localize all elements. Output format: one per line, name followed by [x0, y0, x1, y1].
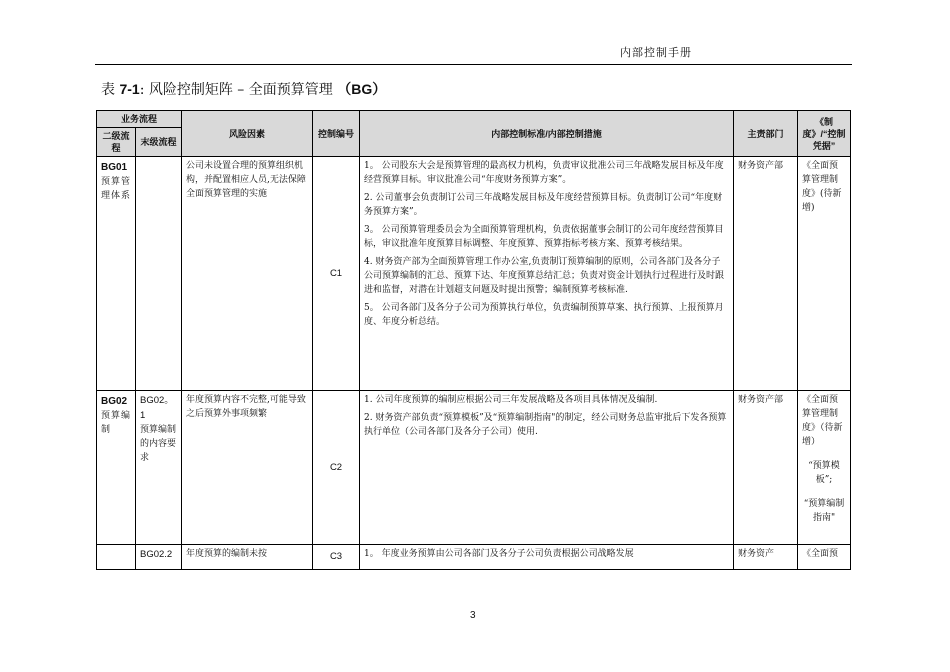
- measures-cell: [360, 545, 734, 570]
- measure-item: 5。 公司各部门及各分子公司为预算执行单位，负责编制预算草案、执行预算、上报预算月度、年度分析总结。: [364, 302, 724, 327]
- measures-cell: [360, 157, 734, 391]
- system-item: “预算编制指南": [803, 499, 845, 523]
- last-level-name: 预算编制的内容要求: [140, 424, 177, 463]
- head-process: 业务流程: [97, 111, 182, 128]
- dept-cell: 财务资产部: [734, 391, 798, 545]
- title-prefix: 表: [101, 82, 115, 98]
- title-colon: :: [139, 82, 145, 98]
- table-row: [97, 391, 851, 545]
- level2-code: BG02: [101, 396, 128, 408]
- system-item: 《全面预算管理制度》（待新增）: [802, 395, 843, 448]
- last-level-cell: [136, 391, 182, 545]
- head-control-no: 控制编号: [313, 111, 360, 157]
- table-row: [97, 545, 851, 570]
- title-code: （BG）: [337, 81, 387, 97]
- risk-cell: 年度预算的编制未按: [182, 545, 313, 570]
- head-risk: 风险因素: [182, 111, 313, 157]
- head-dept: 主责部门: [734, 111, 798, 157]
- table-row: [97, 157, 851, 391]
- control-no: C2: [313, 391, 360, 545]
- table-title: [101, 79, 386, 99]
- measures-cell: [360, 391, 734, 545]
- dept-cell: 财务资产: [734, 545, 798, 570]
- head-system: 《制度》/“控制凭据”: [798, 111, 851, 157]
- system-item: “预算模板”;: [808, 461, 840, 486]
- head-last-level: 末级流程: [136, 128, 182, 157]
- page-number: 3: [470, 610, 476, 621]
- title-text: 风险控制矩阵 – 全面预算管理: [148, 82, 338, 98]
- risk-control-matrix: [96, 110, 851, 570]
- risk-cell: 年度预算内容不完整,可能导致之后预算外事项频繁: [182, 391, 313, 545]
- system-cell: 《全面预: [798, 545, 851, 570]
- risk-cell: 公司未设置合理的预算组织机构，并配置相应人员,无法保障全面预算管理的实施: [182, 157, 313, 391]
- level2-code: BG01: [101, 162, 128, 174]
- last-level-code: BG02.2: [136, 545, 182, 570]
- last-level-cell: [136, 157, 182, 391]
- level2-name: 预算编制: [101, 410, 132, 435]
- level2-cell: [97, 157, 136, 391]
- measure-item: 3。 公司预算管理委员会为全面预算管理机构，负责依据董事会制订的公司年度经营预算目标，审议批准年度预算目标调整、年度预算、预算指标考核方案、预算考核结果。: [364, 225, 724, 250]
- manual-title: 内部控制手册: [620, 46, 692, 59]
- system-cell: [798, 157, 851, 391]
- measure-item: 2. 财务资产部负责“预算模板”及“预算编制指南"的制定，经公司财务总监审批后下发各预算执行单位（公司各部门及各分子公司）使用.: [364, 413, 727, 438]
- dept-cell: 财务资产部: [734, 157, 798, 391]
- control-no: C3: [313, 545, 360, 570]
- head-measures: 内部控制标准/内部控制措施: [360, 111, 734, 157]
- measure-item: 1。 年度业务预算由公司各部门及各分子公司负责根据公司战略发展: [364, 549, 634, 560]
- header-rule: [95, 64, 852, 65]
- head-level2: 二级流程: [97, 128, 136, 157]
- measure-item: 1. 公司年度预算的编制应根据公司三年发展战略及各项目具体情况及编制.: [364, 395, 658, 406]
- level2-cell: [97, 391, 136, 545]
- level2-name: 预算管理体系: [101, 176, 132, 201]
- system-cell: [798, 391, 851, 545]
- system-item: 《全面预算管理制度》(待新增): [802, 161, 842, 214]
- measure-item: 2. 公司董事会负责制订公司三年战略发展目标及年度经营预算目标。负责制订公司“年度财务预算方案”。: [364, 193, 723, 218]
- title-table-no: 7-1: [119, 81, 140, 97]
- level2-cell: [97, 545, 136, 570]
- control-no: C1: [313, 157, 360, 391]
- measure-item: 4. 财务资产部为全面预算管理工作办公室,负责制订预算编制的原则，公司各部门及各分子公司预算编制的汇总、预算下达、年度预算总结汇总；负责对资金计划执行过程进行及时跟进和监督，对潜在计划超支问题及时提出预警；编制预算考核标准.: [364, 257, 725, 295]
- last-level-code: BG02。1: [140, 395, 174, 422]
- measure-item: 1。 公司股东大会是预算管理的最高权力机构，负责审议批准公司三年战略发展目标及年度经营预算目标。审议批准公司“年度财务预算方案”。: [364, 161, 724, 186]
